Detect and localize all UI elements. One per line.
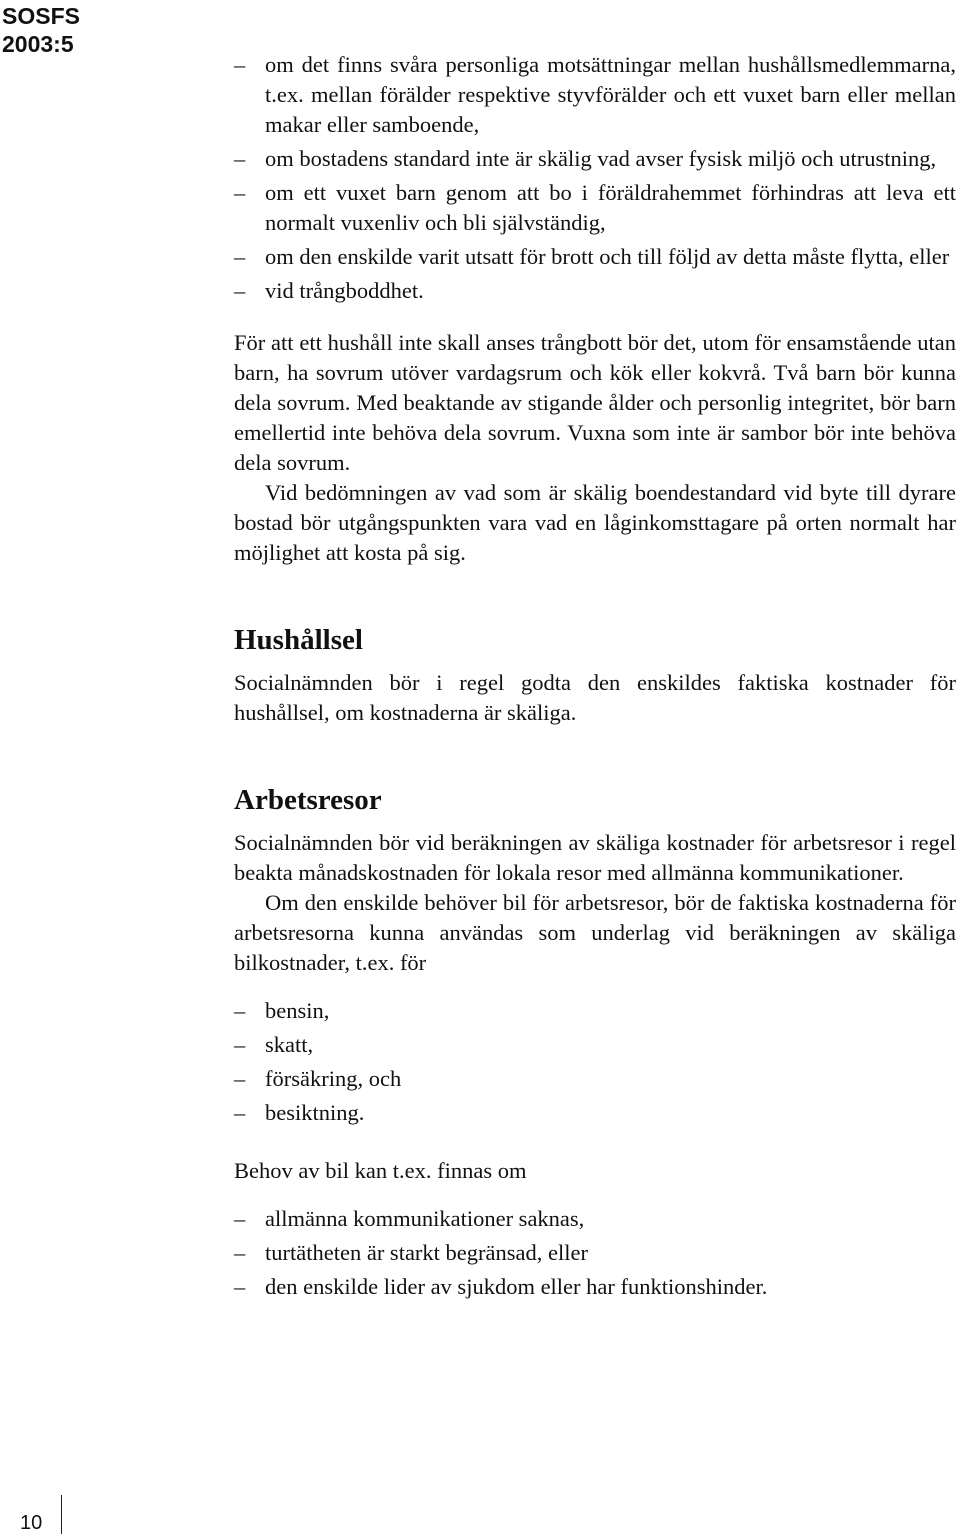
list-item: – försäkring, och	[234, 1064, 956, 1094]
heading-arbetsresor: Arbetsresor	[234, 784, 382, 816]
dash-bullet: –	[234, 244, 246, 269]
list-item: – allmänna kommunikationer saknas,	[234, 1204, 956, 1234]
series-number: 2003:5	[2, 31, 74, 57]
list-item: – om den enskilde varit utsatt för brott och till följd av detta måste flytta, eller	[234, 242, 956, 272]
list-item: – bensin,	[234, 996, 956, 1026]
heading-hushallsel: Hushållsel	[234, 624, 363, 656]
publication-series-label	[2, 2, 80, 58]
list-item: – besiktning.	[234, 1098, 956, 1128]
paragraph-byte-bostad: Vid bedömningen av vad som är skälig boendestandard vid byte till dyrare bostad bör utgångspunkten vara vad en låginkomsttagare på orten normalt har möjlighet att kosta på sig.	[234, 480, 956, 565]
list-item: – skatt,	[234, 1030, 956, 1060]
dash-bullet: –	[234, 1100, 246, 1125]
bilkostnader-list	[234, 996, 956, 1128]
list-item: – den enskilde lider av sjukdom eller har funktionshinder.	[234, 1272, 956, 1302]
list-item: – vid trångboddhet.	[234, 276, 956, 306]
behov-list	[234, 1204, 956, 1302]
dash-bullet: –	[234, 1206, 246, 1231]
dash-bullet: –	[234, 146, 246, 171]
list-item: – om det finns svåra personliga motsättningar mellan hushållsmedlemmarna, t.ex. mellan förälder respektive styvförälder och ett vuxet barn eller mellan makar eller samboende,	[234, 52, 956, 137]
dash-bullet: –	[234, 1240, 246, 1265]
paragraph-hushallsel: Socialnämnden bör i regel godta den enskildes faktiska kostnader för hushållsel, om kostnaderna är skäliga.	[234, 670, 956, 725]
list-item: – turtätheten är starkt begränsad, eller	[234, 1238, 956, 1268]
dash-bullet: –	[234, 1274, 246, 1299]
dash-bullet: –	[234, 998, 246, 1023]
conditions-list	[234, 50, 956, 306]
paragraph-arbetsresor-2: Om den enskilde behöver bil för arbetsresor, bör de faktiska kostnaderna för arbetsresorna kunna användas som underlag vid beräkningen av skäliga bilkostnader, t.ex. för	[234, 890, 956, 975]
margin-divider-line	[61, 1495, 62, 1534]
paragraph-trangbott: För att ett hushåll inte skall anses trångbott bör det, utom för ensamstående utan barn, ha sovrum utöver vardagsrum och kök eller kokvrå. Två barn bör kunna dela sovrum. Med beaktande av stigande ålder och personlig integritet, bör barn emellertid inte behöva dela sovrum. Vuxna som inte är sambor bör inte behöva dela sovrum.	[234, 330, 956, 475]
dash-bullet: –	[234, 52, 246, 77]
dash-bullet: –	[234, 1032, 246, 1057]
list-item: – om ett vuxet barn genom att bo i föräldrahemmet förhindras att leva ett normalt vuxenliv och bli självständig,	[234, 180, 956, 235]
document-body	[234, 50, 956, 1306]
paragraph-arbetsresor-1: Socialnämnden bör vid beräkningen av skäliga kostnader för arbetsresor i regel beakta månadskostnaden för lokala resor med allmänna kommunikationer.	[234, 830, 956, 885]
dash-bullet: –	[234, 1066, 246, 1091]
dash-bullet: –	[234, 180, 246, 205]
page-number: 10	[20, 1512, 43, 1534]
list-item: – om bostadens standard inte är skälig vad avser fysisk miljö och utrustning,	[234, 144, 956, 174]
paragraph-behov-intro: Behov av bil kan t.ex. finnas om	[234, 1158, 527, 1183]
series-name: SOSFS	[2, 3, 80, 29]
dash-bullet: –	[234, 278, 246, 303]
